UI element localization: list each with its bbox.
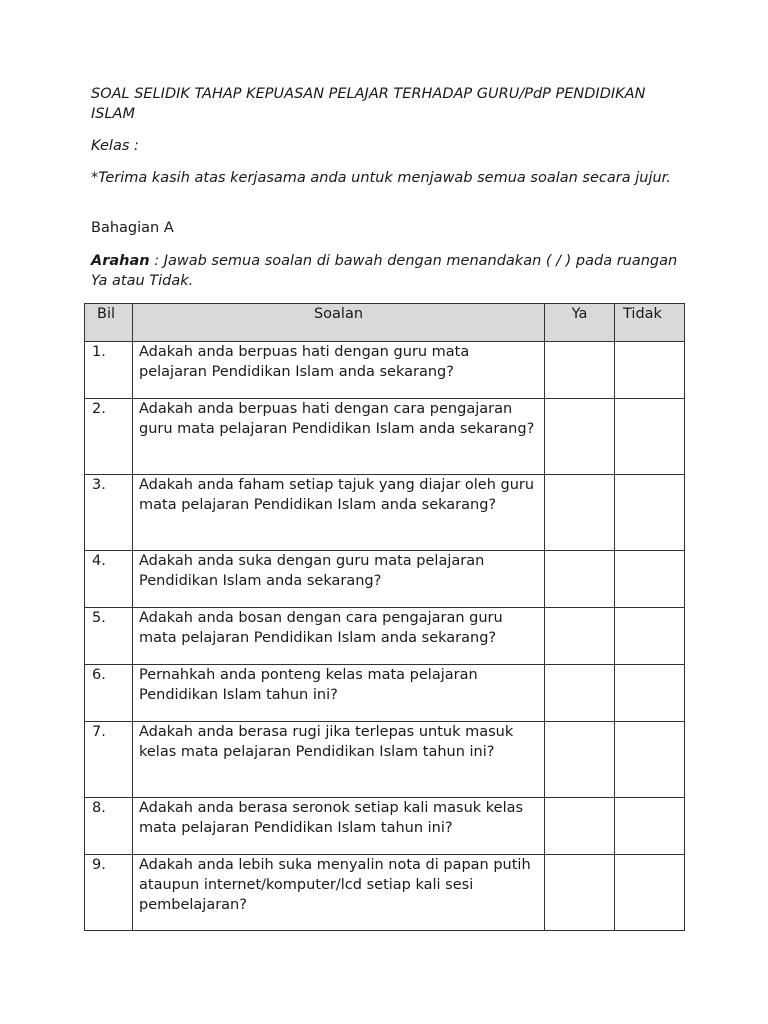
instruction-text: : Jawab semua soalan di bawah dengan menandakan ( / ) pada ruangan Ya atau Tidak. <box>91 253 678 289</box>
header-ya: Ya <box>545 304 615 342</box>
row-question: Adakah anda berpuas hati dengan cara pengajaran guru mata pelajaran Pendidikan Islam anda sekarang? <box>133 399 545 475</box>
answer-tidak-cell[interactable] <box>615 551 685 608</box>
row-question: Adakah anda berpuas hati dengan guru mata pelajaran Pendidikan Islam anda sekarang? <box>133 342 545 399</box>
table-row <box>85 798 685 855</box>
table-row <box>85 608 685 665</box>
answer-tidak-cell[interactable] <box>615 608 685 665</box>
header-soalan: Soalan <box>133 304 545 342</box>
row-question: Adakah anda faham setiap tajuk yang diajar oleh guru mata pelajaran Pendidikan Islam anda sekarang? <box>133 475 545 551</box>
answer-tidak-cell[interactable] <box>615 855 685 931</box>
table-row <box>85 551 685 608</box>
table-header-row <box>85 304 685 342</box>
answer-ya-cell[interactable] <box>545 798 615 855</box>
row-question: Adakah anda suka dengan guru mata pelajaran Pendidikan Islam anda sekarang? <box>133 551 545 608</box>
row-number: 2. <box>85 399 133 475</box>
row-number: 7. <box>85 722 133 798</box>
answer-ya-cell[interactable] <box>545 722 615 798</box>
header-tidak: Tidak <box>615 304 685 342</box>
row-question: Adakah anda berasa seronok setiap kali masuk kelas mata pelajaran Pendidikan Islam tahun ini? <box>133 798 545 855</box>
answer-tidak-cell[interactable] <box>615 722 685 798</box>
table-row <box>85 399 685 475</box>
row-number: 4. <box>85 551 133 608</box>
row-number: 3. <box>85 475 133 551</box>
answer-tidak-cell[interactable] <box>615 665 685 722</box>
kelas-label: Kelas : <box>91 138 139 154</box>
header-bil: Bil <box>85 304 133 342</box>
answer-ya-cell[interactable] <box>545 665 615 722</box>
table-row <box>85 722 685 798</box>
section-heading: Bahagian A <box>91 220 174 236</box>
row-number: 6. <box>85 665 133 722</box>
row-question: Adakah anda berasa rugi jika terlepas untuk masuk kelas mata pelajaran Pendidikan Islam tahun ini? <box>133 722 545 798</box>
answer-tidak-cell[interactable] <box>615 399 685 475</box>
document-title: SOAL SELIDIK TAHAP KEPUASAN PELAJAR TERHADAP GURU/PdP PENDIDIKAN ISLAM <box>91 86 646 122</box>
answer-tidak-cell[interactable] <box>615 342 685 399</box>
row-number: 1. <box>85 342 133 399</box>
answer-ya-cell[interactable] <box>545 342 615 399</box>
row-question: Adakah anda lebih suka menyalin nota di papan putih ataupun internet/komputer/lcd setiap kali sesi pembelajaran? <box>133 855 545 931</box>
answer-tidak-cell[interactable] <box>615 475 685 551</box>
answer-ya-cell[interactable] <box>545 855 615 931</box>
questionnaire-table <box>84 303 685 931</box>
row-number: 9. <box>85 855 133 931</box>
instruction <box>91 251 691 291</box>
table-row <box>85 342 685 399</box>
answer-ya-cell[interactable] <box>545 551 615 608</box>
answer-ya-cell[interactable] <box>545 475 615 551</box>
row-question: Adakah anda bosan dengan cara pengajaran guru mata pelajaran Pendidikan Islam anda sekarang? <box>133 608 545 665</box>
row-number: 8. <box>85 798 133 855</box>
table-row <box>85 665 685 722</box>
thank-you-note: *Terima kasih atas kerjasama anda untuk menjawab semua soalan secara jujur. <box>91 170 671 186</box>
answer-ya-cell[interactable] <box>545 399 615 475</box>
table-row <box>85 855 685 931</box>
row-number: 5. <box>85 608 133 665</box>
instruction-label: Arahan <box>91 253 150 269</box>
answer-ya-cell[interactable] <box>545 608 615 665</box>
answer-tidak-cell[interactable] <box>615 798 685 855</box>
row-question: Pernahkah anda ponteng kelas mata pelajaran Pendidikan Islam tahun ini? <box>133 665 545 722</box>
table-row <box>85 475 685 551</box>
